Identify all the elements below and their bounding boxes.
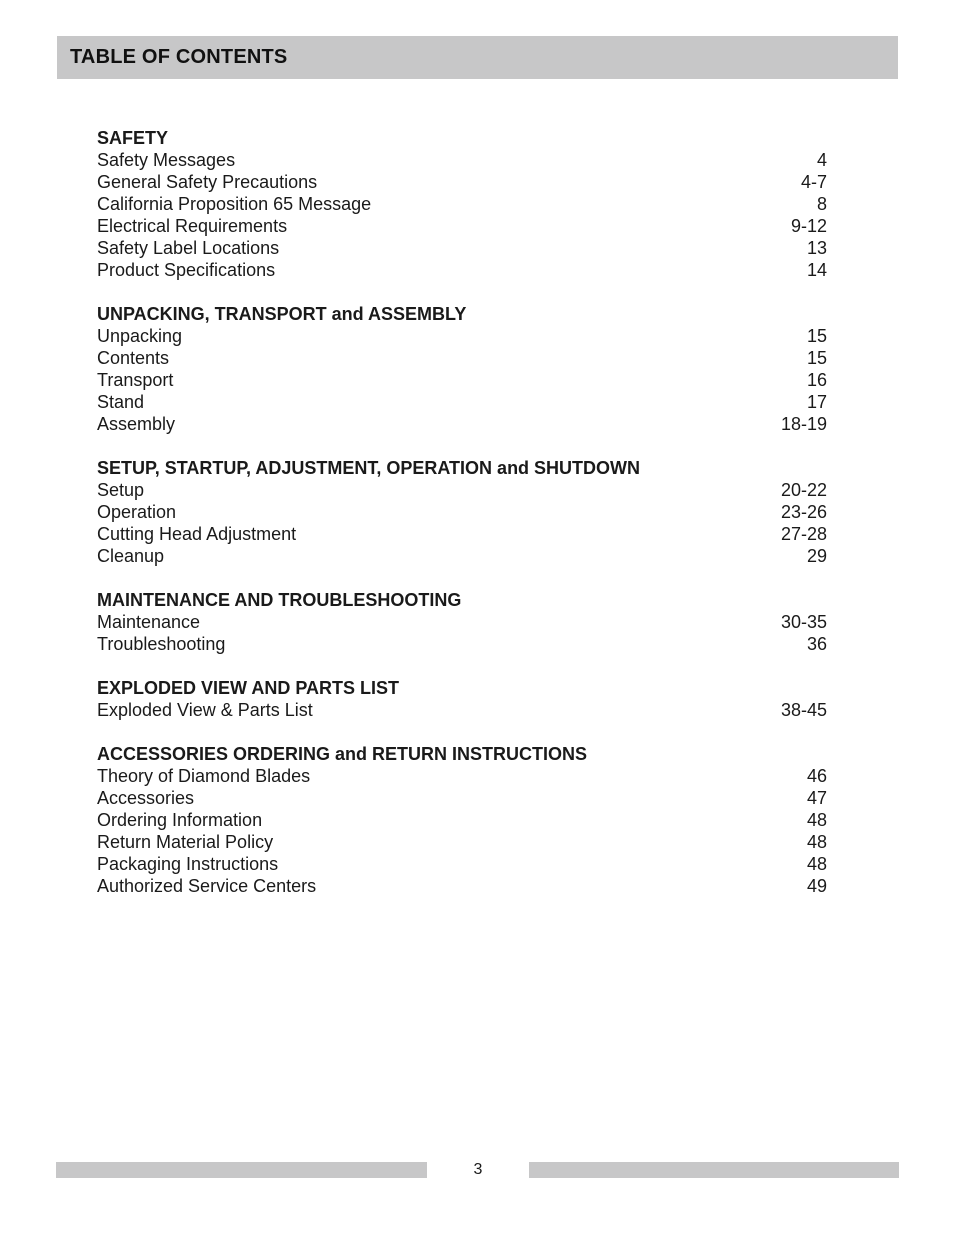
entry-page-number: 49: [806, 876, 827, 896]
entry-label: Assembly: [97, 414, 176, 434]
toc-entry: [97, 699, 827, 721]
entry-page-number: 4: [816, 150, 827, 170]
section-title: SAFETY: [97, 128, 169, 148]
entry-page-number: 9-12: [790, 216, 827, 236]
toc-section: [97, 677, 827, 721]
table-of-contents: [97, 127, 827, 919]
entry-label: Operation: [97, 502, 177, 522]
toc-section: [97, 589, 827, 655]
toc-entry: [97, 853, 827, 875]
footer-bar-right: [529, 1162, 899, 1178]
toc-entry: [97, 413, 827, 435]
toc-entry: [97, 479, 827, 501]
entry-label: General Safety Precautions: [97, 172, 318, 192]
entry-page-number: 23-26: [780, 502, 827, 522]
section-title: UNPACKING, TRANSPORT and ASSEMBLY: [97, 304, 467, 324]
toc-entry: [97, 633, 827, 655]
toc-entry: [97, 171, 827, 193]
entry-label: Contents: [97, 348, 170, 368]
toc-entry: [97, 809, 827, 831]
toc-entry: [97, 787, 827, 809]
entry-page-number: 13: [806, 238, 827, 258]
toc-entry: [97, 193, 827, 215]
entry-label: Setup: [97, 480, 145, 500]
toc-entry: [97, 523, 827, 545]
toc-entry: [97, 391, 827, 413]
entry-label: Electrical Requirements: [97, 216, 288, 236]
entry-label: Cutting Head Adjustment: [97, 524, 297, 544]
toc-entry: [97, 545, 827, 567]
toc-entry: [97, 325, 827, 347]
section-title: ACCESSORIES ORDERING and RETURN INSTRUCTIONS: [97, 744, 588, 764]
entry-label: Theory of Diamond Blades: [97, 766, 311, 786]
toc-section: [97, 303, 827, 435]
entry-page-number: 4-7: [800, 172, 827, 192]
toc-entry: [97, 149, 827, 171]
toc-entry: [97, 369, 827, 391]
section-title: MAINTENANCE AND TROUBLESHOOTING: [97, 590, 462, 610]
entry-label: Product Specifications: [97, 260, 276, 280]
toc-entry: [97, 215, 827, 237]
entry-page-number: 48: [806, 854, 827, 874]
entry-page-number: 48: [806, 832, 827, 852]
toc-entry: [97, 875, 827, 897]
footer-bar-left: [56, 1162, 427, 1178]
entry-page-number: 18-19: [780, 414, 827, 434]
toc-section: [97, 743, 827, 897]
entry-label: Stand: [97, 392, 145, 412]
entry-page-number: 29: [806, 546, 827, 566]
entry-label: Ordering Information: [97, 810, 263, 830]
entry-page-number: 20-22: [780, 480, 827, 500]
entry-label: Unpacking: [97, 326, 183, 346]
toc-entry: [97, 237, 827, 259]
entry-page-number: 16: [806, 370, 827, 390]
entry-label: Troubleshooting: [97, 634, 226, 654]
entry-page-number: 47: [806, 788, 827, 808]
entry-label: Safety Label Locations: [97, 238, 280, 258]
section-title: EXPLODED VIEW AND PARTS LIST: [97, 678, 400, 698]
entry-page-number: 30-35: [780, 612, 827, 632]
entry-label: Authorized Service Centers: [97, 876, 317, 896]
entry-page-number: 17: [806, 392, 827, 412]
entry-page-number: 15: [806, 348, 827, 368]
toc-section: [97, 457, 827, 567]
entry-label: California Proposition 65 Message: [97, 194, 372, 214]
toc-entry: [97, 831, 827, 853]
header-bar: [57, 36, 898, 79]
toc-entry: [97, 611, 827, 633]
page-number: 3: [473, 1161, 483, 1178]
entry-label: Return Material Policy: [97, 832, 274, 852]
toc-section: [97, 127, 827, 281]
entry-label: Accessories: [97, 788, 195, 808]
entry-page-number: 8: [816, 194, 827, 214]
entry-label: Exploded View & Parts List: [97, 700, 313, 720]
entry-label: Cleanup: [97, 546, 165, 566]
toc-entry: [97, 259, 827, 281]
entry-label: Safety Messages: [97, 150, 236, 170]
entry-page-number: 15: [806, 326, 827, 346]
entry-label: Packaging Instructions: [97, 854, 279, 874]
entry-page-number: 36: [806, 634, 827, 654]
section-title: SETUP, STARTUP, ADJUSTMENT, OPERATION and SHUTDOWN: [97, 458, 641, 478]
toc-entry: [97, 347, 827, 369]
entry-page-number: 14: [806, 260, 827, 280]
entry-page-number: 48: [806, 810, 827, 830]
entry-label: Maintenance: [97, 612, 201, 632]
entry-page-number: 46: [806, 766, 827, 786]
toc-entry: [97, 501, 827, 523]
entry-label: Transport: [97, 370, 174, 390]
entry-page-number: 38-45: [780, 700, 827, 720]
toc-entry: [97, 765, 827, 787]
entry-page-number: 27-28: [780, 524, 827, 544]
page-title: TABLE OF CONTENTS: [70, 46, 288, 68]
